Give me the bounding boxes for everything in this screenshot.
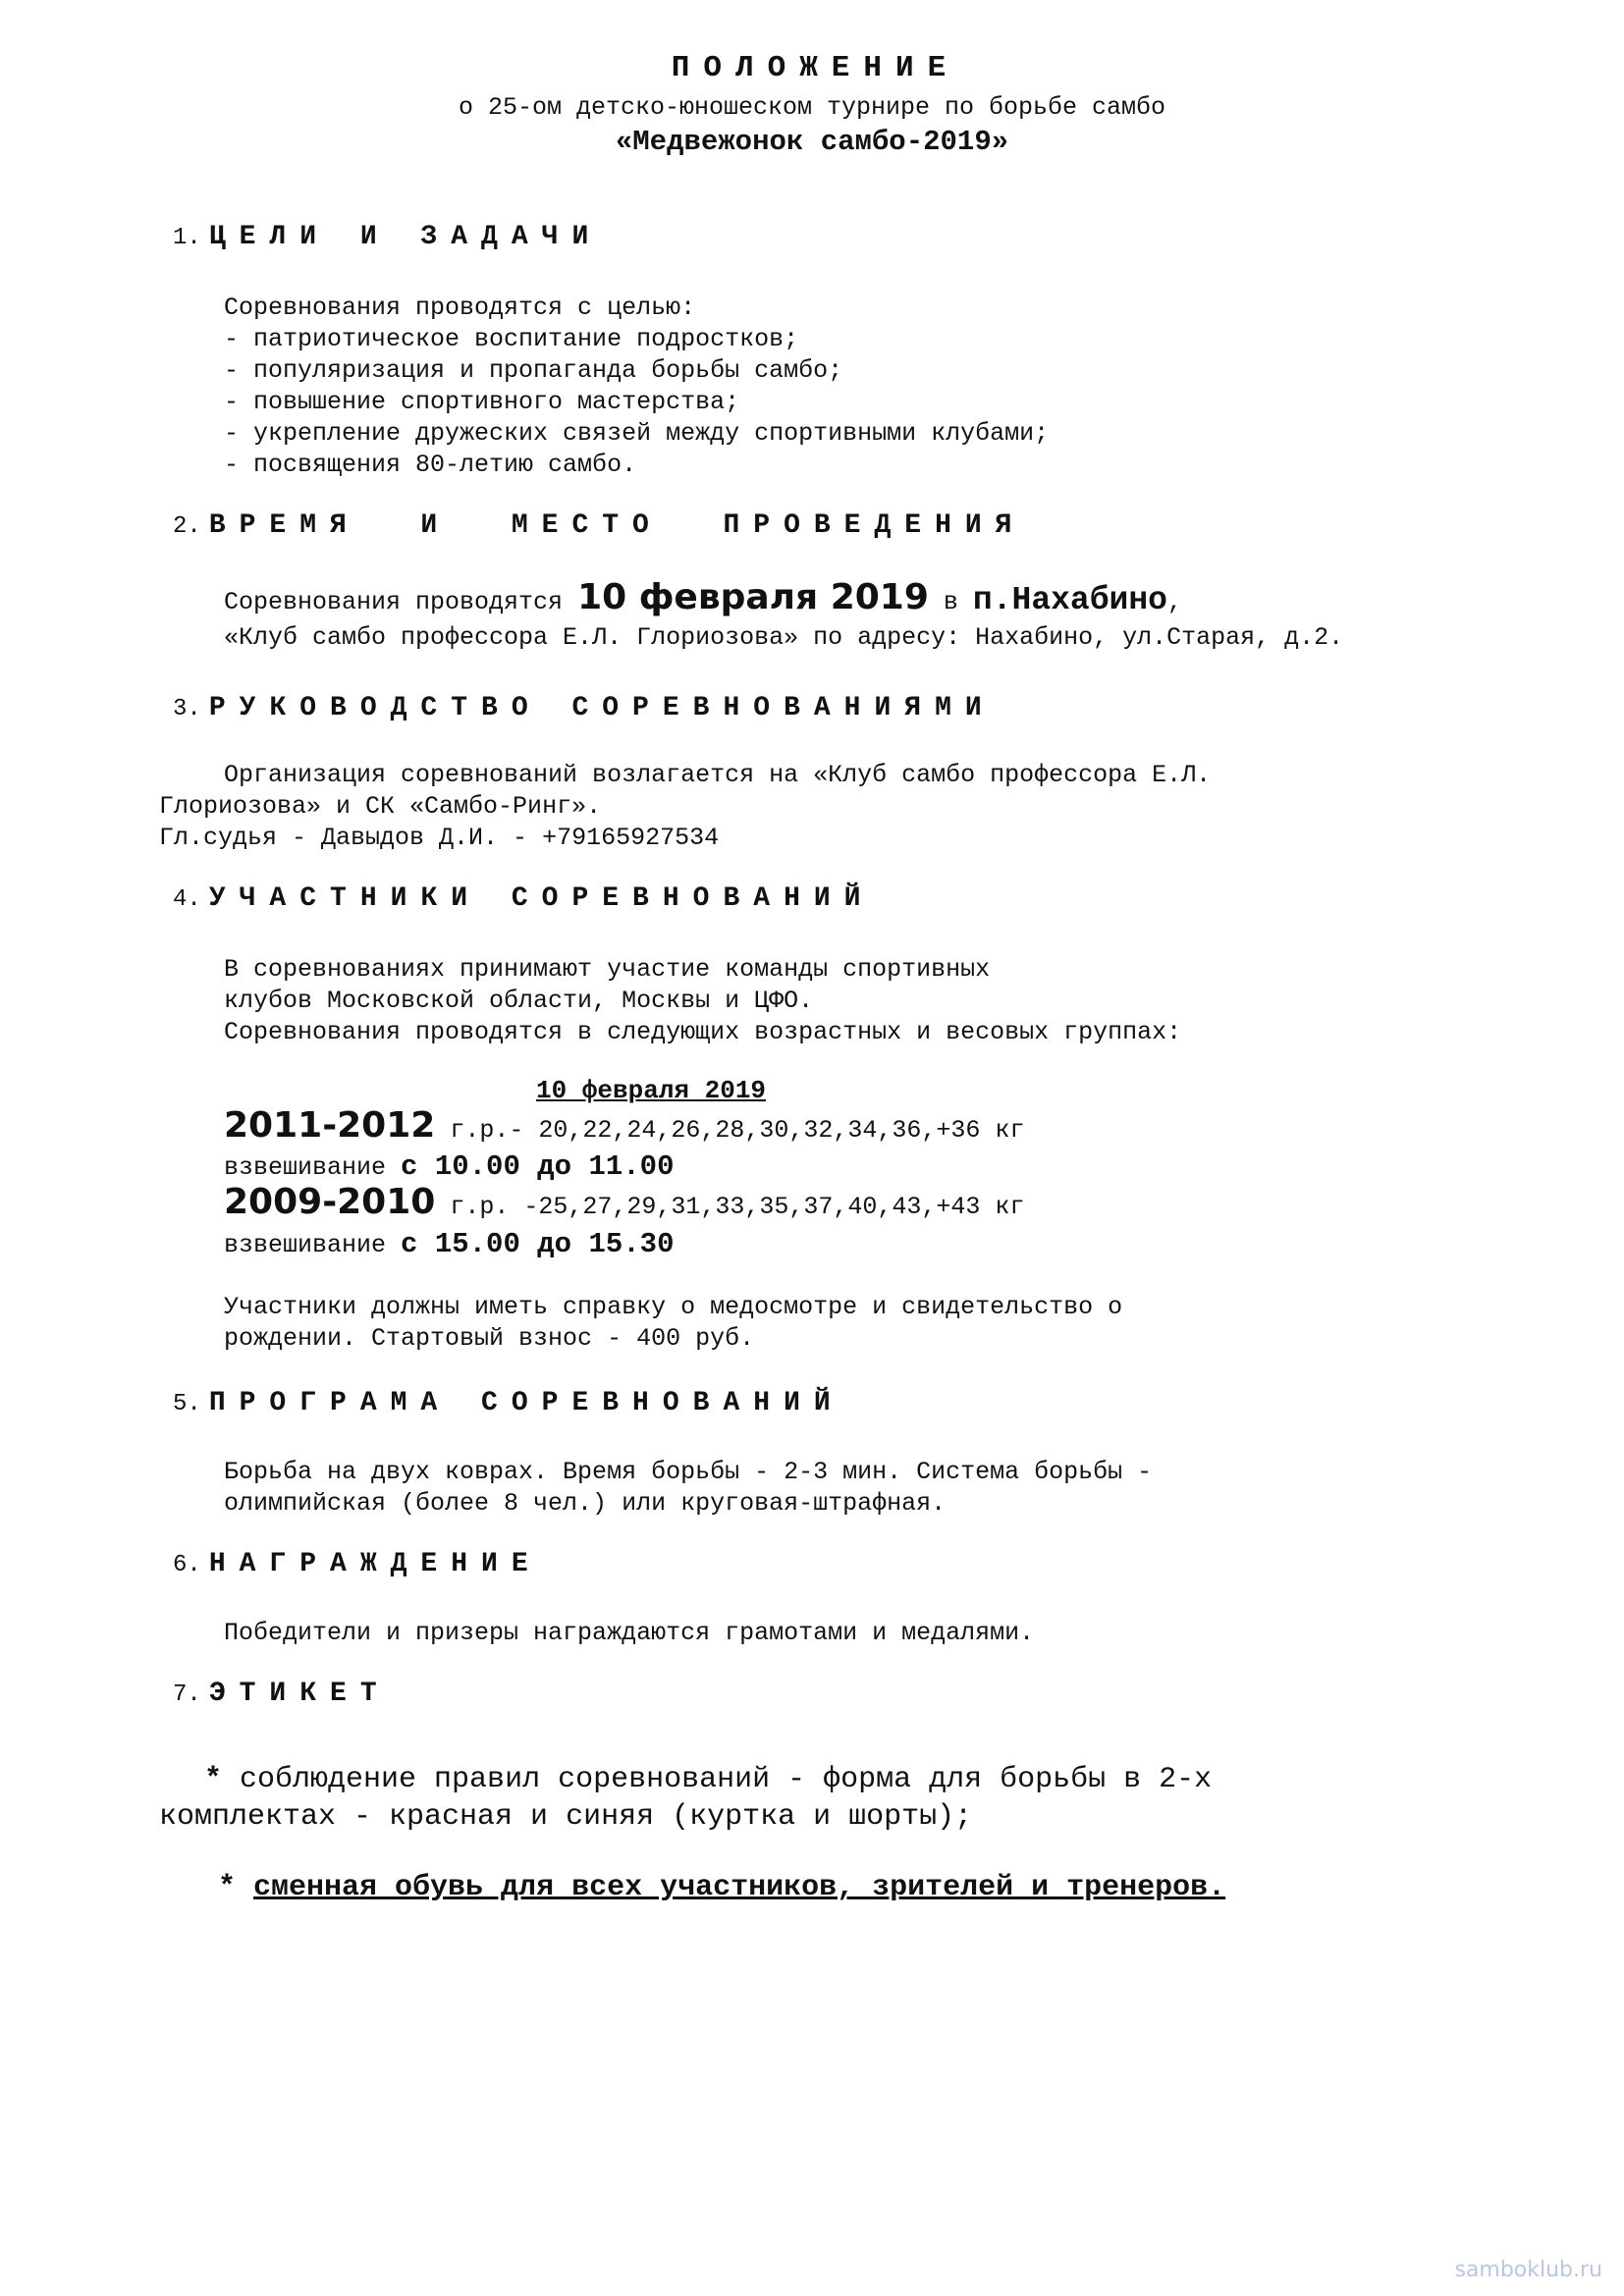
time-place-line xyxy=(224,577,1182,618)
age-group-weights: г.р.- 20,22,24,26,28,30,32,34,36,+36 кг xyxy=(435,1116,1025,1145)
participants-note: Участники должны иметь справку о медосмотре и свидетельство о xyxy=(224,1293,1123,1321)
weigh-in-row xyxy=(224,1150,674,1184)
watermark: samboklub.ru xyxy=(1454,2258,1602,2282)
schedule-date-heading: 10 февраля 2019 xyxy=(536,1076,767,1105)
section-title: ЦЕЛИ И ЗАДАЧИ xyxy=(208,222,603,252)
section-heading-7 xyxy=(173,1679,391,1709)
goal-item: - популяризация и пропаганда борьбы самбо; xyxy=(224,356,843,385)
etiquette-line xyxy=(218,1871,1225,1904)
age-group-years: 2011-2012 xyxy=(224,1105,436,1146)
time-place-prefix: Соревнования проводятся xyxy=(224,588,578,616)
etiquette-line: комплектах - красная и синяя (куртка и шорты); xyxy=(159,1800,973,1834)
time-place-in: в xyxy=(928,588,973,616)
section-title: РУКОВОДСТВО СОРЕВНОВАНИЯМИ xyxy=(208,693,996,723)
section-heading-6 xyxy=(173,1549,542,1579)
awards-line: Победители и призеры награждаются грамотами и медалями. xyxy=(224,1619,1035,1647)
section-heading-1 xyxy=(173,222,602,252)
event-name: «Медвежонок самбо-2019» xyxy=(615,126,1009,158)
section-title: НАГРАЖДЕНИЕ xyxy=(208,1549,542,1579)
event-place: п.Нахабино xyxy=(972,582,1167,618)
bullet-star: * xyxy=(218,1871,237,1904)
document-title: ПОЛОЖЕНИЕ xyxy=(671,51,960,85)
document-subtitle: о 25-ом детско-юношеском турнире по борьбе самбо xyxy=(458,93,1166,122)
age-group-row xyxy=(224,1105,1024,1147)
program-line: олимпийская (более 8 чел.) или круговая-штрафная. xyxy=(224,1489,947,1518)
section-heading-5 xyxy=(173,1388,844,1418)
goal-item: - посвящения 80-летию самбо. xyxy=(224,451,637,479)
section-title: УЧАСТНИКИ СОРЕВНОВАНИЙ xyxy=(208,883,875,914)
participants-line: Соревнования проводятся в следующих возрастных и весовых группах: xyxy=(224,1018,1182,1046)
management-line: Организация соревнований возлагается на «Клуб самбо профессора Е.Л. xyxy=(224,761,1212,789)
section-title: ВРЕМЯ И МЕСТО ПРОВЕДЕНИЯ xyxy=(208,510,1026,541)
age-group-years: 2009-2010 xyxy=(224,1182,436,1222)
section-number: 1. xyxy=(173,225,201,251)
section-number: 6. xyxy=(173,1552,201,1578)
event-date: 10 февраля 2019 xyxy=(577,577,929,617)
goal-item: - повышение спортивного мастерства; xyxy=(224,388,740,416)
event-address: «Клуб самбо профессора Е.Л. Глориозова» по адресу: Нахабино, ул.Старая, д.2. xyxy=(224,623,1344,652)
weigh-in-time: с 15.00 до 15.30 xyxy=(401,1228,675,1260)
section-number: 3. xyxy=(173,696,201,722)
participants-line: В соревнованиях принимают участие команды спортивных xyxy=(224,955,991,984)
goals-intro: Соревнования проводятся с целью: xyxy=(224,294,696,322)
section-heading-4 xyxy=(173,883,874,914)
section-title: ЭТИКЕТ xyxy=(208,1679,391,1709)
section-title: ПРОГРАМА СОРЕВНОВАНИЙ xyxy=(208,1388,844,1418)
time-place-comma: , xyxy=(1166,588,1182,616)
section-number: 4. xyxy=(173,886,201,913)
participants-note: рождении. Стартовый взнос - 400 руб. xyxy=(224,1324,755,1353)
goal-item: - укрепление дружеских связей между спортивными клубами; xyxy=(224,419,1050,448)
chief-judge: Гл.судья - Давыдов Д.И. - +79165927534 xyxy=(159,824,720,852)
section-number: 5. xyxy=(173,1391,201,1417)
age-group-weights: г.р. -25,27,29,31,33,35,37,40,43,+43 кг xyxy=(435,1193,1025,1221)
etiquette-shoes-text: сменная обувь для всех участников, зрителей и тренеров. xyxy=(253,1871,1226,1904)
weigh-in-row xyxy=(224,1228,674,1261)
etiquette-text: соблюдение правил соревнований - форма для борьбы в 2-х xyxy=(222,1763,1213,1796)
section-heading-2 xyxy=(173,510,1026,541)
section-number: 7. xyxy=(173,1682,201,1708)
weigh-in-label: взвешивание xyxy=(224,1231,402,1259)
etiquette-line xyxy=(204,1763,1212,1796)
management-line: Глориозова» и СК «Самбо-Ринг». xyxy=(159,792,602,821)
age-group-row xyxy=(224,1182,1024,1223)
participants-line: клубов Московской области, Москвы и ЦФО. xyxy=(224,987,814,1015)
section-heading-3 xyxy=(173,693,996,723)
weigh-in-label: взвешивание xyxy=(224,1153,402,1182)
program-line: Борьба на двух коврах. Время борьбы - 2-3 мин. Система борьбы - xyxy=(224,1458,1153,1486)
bullet-star: * xyxy=(204,1763,223,1796)
section-number: 2. xyxy=(173,513,201,540)
goal-item: - патриотическое воспитание подростков; xyxy=(224,325,799,353)
weigh-in-time: с 10.00 до 11.00 xyxy=(401,1150,675,1183)
